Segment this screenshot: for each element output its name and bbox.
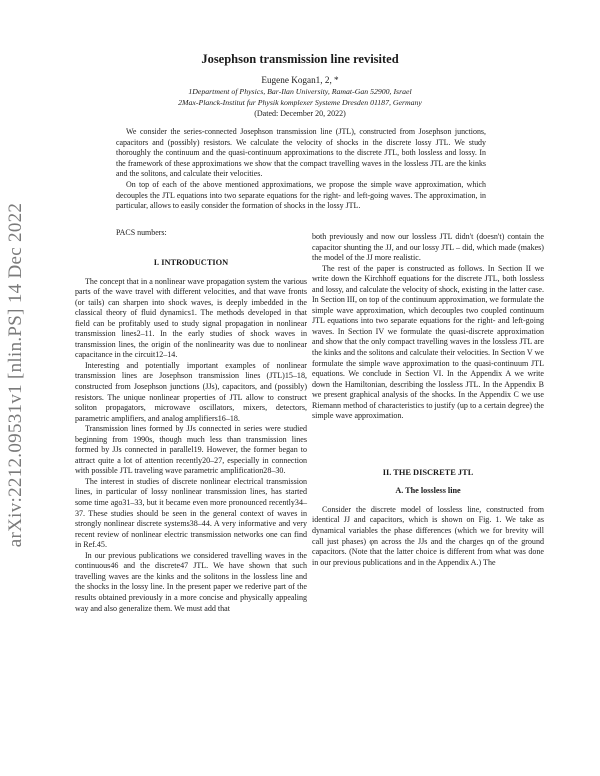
body-paragraph: The rest of the paper is constructed as follows. In Section II we write down the Kirchhoff equations for the discrete JTL, both lossless and lossy, and calculate the velocity of shock, existing in the latter case. In Section III, on top of the continuum approximation, we formulate the simple wave approximation, which decouples two coupled continuum JTL equations into two separate equations for the right- and left-going waves. In Section IV we formulate the quasi-discrete approximation and show that the only compact travelling waves in the lossless JTL are the kinks and the solitons and calculate their velocities. In Section V we formulate the simple wave approximation to the quasi-continuum JTL equations. We conclude in Section VI. In the Appendix A we write down the Hamiltonian, describing the lossless JTL. In the Appendix B we present graphical analysis of the shocks. In the Appendix C we use Riemann method of characteristics to justify (up to a certain degree) the simple wave approximation. <box>312 263 544 421</box>
right-column <box>312 232 544 568</box>
section-heading: I. INTRODUCTION <box>153 258 229 267</box>
date-line: (Dated: December 20, 2022) <box>254 109 346 118</box>
body-paragraph: Consider the discrete model of lossless line, constructed from identical JJ and capacitors, which is shown on Fig. 1. We take as dynamical variables the phase differences (which we for brevity will call just phases) φn across the JJs and the charges qn of the ground capacitors. (Note that the latter choice is different from what was done in our previous publications and in the Appendix A.) The <box>312 504 544 567</box>
arxiv-identifier-stamp <box>0 140 36 610</box>
section-heading: II. THE DISCRETE JTL <box>382 467 474 477</box>
affiliation-1: 1Department of Physics, Bar-Ilan University, Ramat-Gan 52900, Israel <box>188 87 412 96</box>
arxiv-identifier: arXiv:2212.09531v1 [nlin.PS] 14 Dec 2022 <box>5 202 27 548</box>
body-paragraph: Interesting and potentially important examples of nonlinear transmission lines are Josephson transmission lines (JTL)15–18, constructed from Josephson junctions (JJs), capacitors, and (possibly) resistors. The unique nonlinear properties of JTL allow to construct soliton propagators, microwave oscillators, mixers, detectors, parametric amplifiers, and analog amplifiers16–18. <box>75 360 307 423</box>
body-paragraph: The concept that in a nonlinear wave propagation system the various parts of the wave travel with different velocities, and that wave fronts (or tails) can sharpen into shock waves, is deeply imbedded in the classical theory of fluid dynamics1. The methods developed in that field can be profitably used to study signal propagation in nonlinear transmission lines2–11. In the early studies of shock waves in transmission lines, the origin of the nonlinearity was due to nonlinear capacitance in the circuit12–14. <box>75 276 307 360</box>
author-line: Eugene Kogan1, 2, * <box>261 75 339 85</box>
pacs-numbers: PACS numbers: <box>116 228 167 237</box>
body-paragraph: both previously and now our lossless JTL didn't (doesn't) contain the capacitor shunting the JJ, and our lossy JTL – did, which made (makes) the model of the JJ more realistic. <box>312 232 544 263</box>
abstract-paragraph: We consider the series-connected Josephson transmission line (JTL), constructed from Josephson junctions, capacitors and (possibly) resistors. We calculate the velocity of shocks in the discrete lossy JTL. We study thoroughly the continuum and the quasi-continuum approximations to the discrete JTL, both lossless and lossy. In the framework of these approximations we show that the compact travelling waves in the lossless JTL are the kinks and the solitons, and calculate their velocities. <box>116 127 486 179</box>
affiliation-2: 2Max-Planck-Institut fur Physik komplexer Systeme Dresden 01187, Germany <box>178 98 422 107</box>
body-paragraph: Transmission lines formed by JJs connected in series were studied beginning from 1990s, though much less than transmission lines formed by JJs connected in parallel19. However, the former began to attract quite a lot of attention recently20–27, especially in connection with possible JTL traveling wave parametric amplification28–30. <box>75 424 307 476</box>
paper-title: Josephson transmission line revisited <box>201 52 399 66</box>
abstract-paragraph: On top of each of the above mentioned approximations, we propose the simple wave approximation, which decouples the JTL equations into two separate equations for the right- and left-going waves. The approximation, in particular, allows to easily consider the formation of shocks in the lossy JTL. <box>116 179 486 211</box>
left-column <box>75 258 307 614</box>
abstract <box>116 127 486 212</box>
body-paragraph: In our previous publications we considered travelling waves in the continuous46 and the discrete47 JTL. We have shown that such travelling waves are the kinks and the solitons in the lossless line and the shocks in the lossy line. In the present paper we rederive part of the results obtained previously in a more concise and physically appealing way and also generalize them. We must add that <box>75 550 307 613</box>
subsection-heading: A. The lossless line <box>395 486 461 496</box>
body-paragraph: The interest in studies of discrete nonlinear electrical transmission lines, in particular of lossy nonlinear transmission lines, has started some time ago31–33, but it became even more pronounced recently34–37. These studies should be seen in the general context of waves in strongly nonlinear discrete systems38–44. A very informative and very recent review of nonlinear electric transmission networks one can find in Ref.45. <box>75 476 307 550</box>
